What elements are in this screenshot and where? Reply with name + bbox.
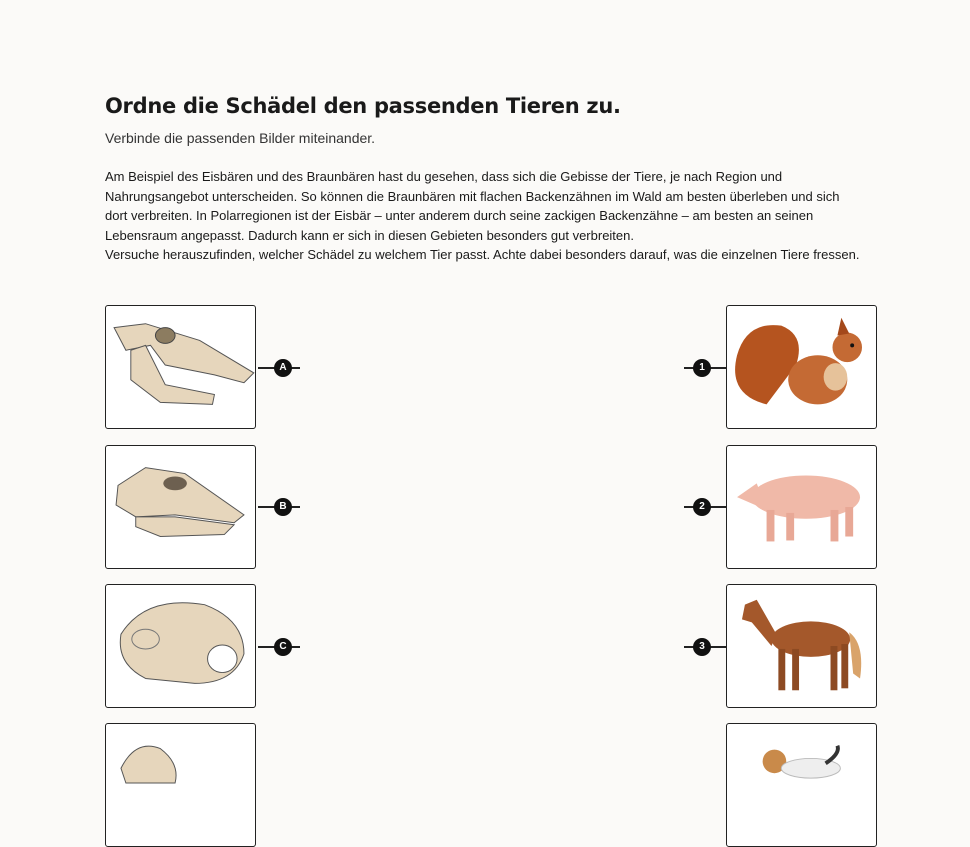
skull-card-c[interactable] (105, 584, 256, 708)
animal-card-3[interactable] (726, 584, 877, 708)
animal-card-4[interactable] (726, 723, 877, 847)
connector-dot-2[interactable]: 2 (693, 498, 711, 516)
connector-dot-3[interactable]: 3 (693, 638, 711, 656)
connector-dot-b[interactable]: B (274, 498, 292, 516)
skull-card-b[interactable] (105, 445, 256, 569)
connector-dot-c[interactable]: C (274, 638, 292, 656)
intro-instruction: Versuche herauszufinden, welcher Schädel zu welchem Tier passt. Achte dabei besonders darauf, was die einzelnen Tiere fressen. (105, 247, 860, 262)
connector-dot-1[interactable]: 1 (693, 359, 711, 377)
connector-dot-a[interactable]: A (274, 359, 292, 377)
pig-skull-image (106, 446, 255, 568)
squirrel-skull-image (106, 585, 255, 707)
intro-paragraph: Am Beispiel des Eisbären und des Braunbären hast du gesehen, dass sich die Gebisse der Tiere, je nach Region und Nahrungsangebot unterscheiden. So können die Braunbären mit flachen Backenzähnen im Wald am besten überleben und sich dort verbreiten. In Polarregionen ist der Eisbär – unter anderem durch seine zackigen Backenzähne – am besten an seinen Lebensraum angepasst. Dadurch kann er sich in diesen Gebieten besonders gut verbreiten. (105, 169, 840, 243)
dog-skull-image (106, 724, 255, 846)
animal-card-2[interactable] (726, 445, 877, 569)
dog-image (727, 724, 876, 846)
page-subtitle: Verbinde die passenden Bilder miteinander. (105, 130, 376, 146)
animal-card-1[interactable] (726, 305, 877, 429)
skull-card-d[interactable] (105, 723, 256, 847)
horse-skull-image (106, 306, 255, 428)
intro-text (105, 167, 865, 265)
squirrel-image (727, 306, 876, 428)
horse-image (727, 585, 876, 707)
page-title: Ordne die Schädel den passenden Tieren zu. (105, 94, 621, 118)
skull-card-a[interactable] (105, 305, 256, 429)
pig-image (727, 446, 876, 568)
